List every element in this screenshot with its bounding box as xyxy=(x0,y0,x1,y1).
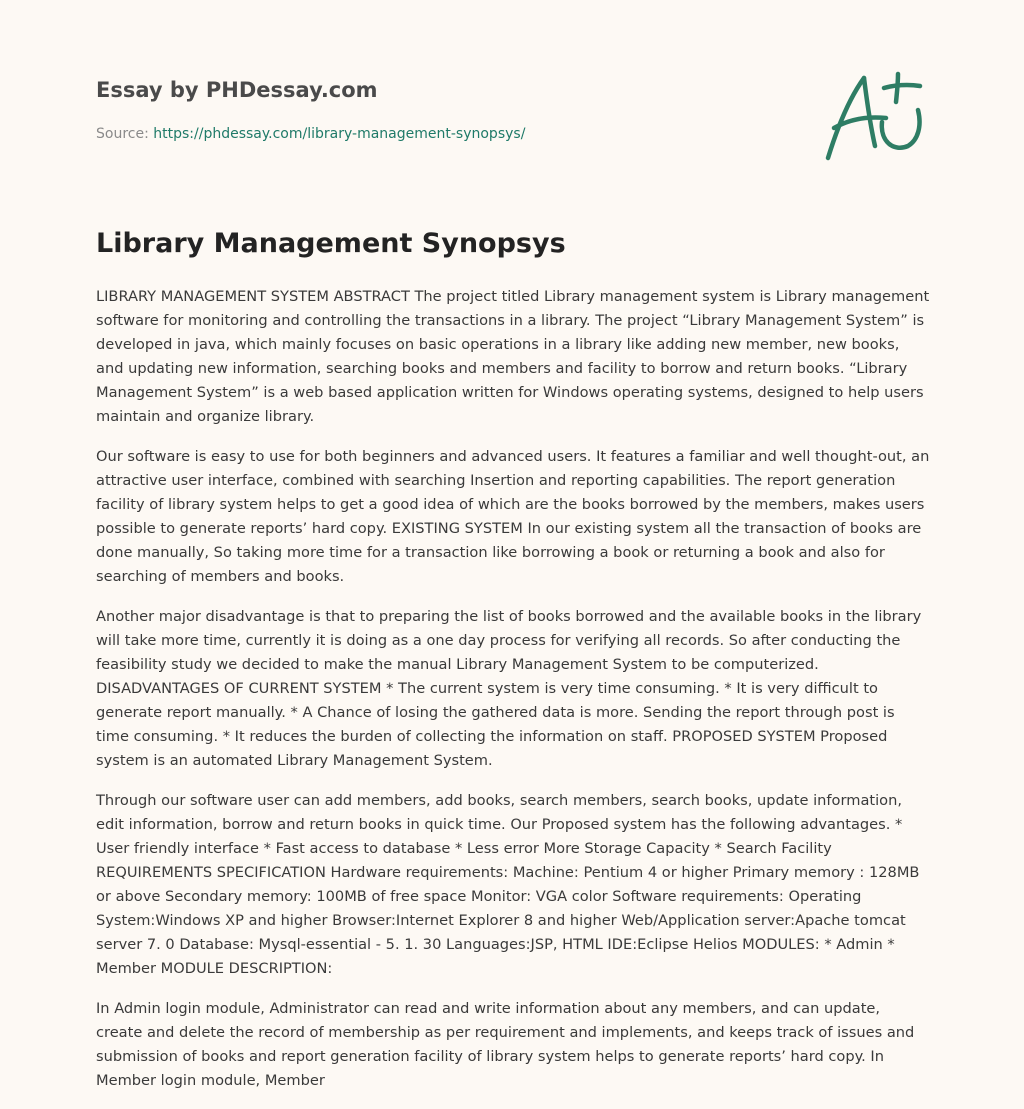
essay-paragraph: Our software is easy to use for both beginners and advanced users. It features a familiar and well thought-out, an attractive user interface, combined with searching Insertion and reporting capabilities. The report generation facility of library system helps to get a good idea of which are the books borrowed by the members, makes users possible to generate reports’ hard copy. EXISTING SYSTEM In our existing system all the transaction of books are done manually, So taking more time for a transaction like borrowing a book or returning a book and also for searching of members and books. xyxy=(96,448,930,585)
source-link[interactable]: https://phdessay.com/library-management-synopsys/ xyxy=(153,126,526,142)
page-header xyxy=(96,76,816,144)
essay-paragraph: LIBRARY MANAGEMENT SYSTEM ABSTRACT The project titled Library management system is Library management software for monitoring and controlling the transactions in a library. The project “Library Management System” is developed in java, which mainly focuses on basic operations in a library like adding new member, new books, and updating new information, searching books and members and facility to borrow and return books. “Library Management System” is a web based application written for Windows operating systems, designed to help users maintain and organize library. xyxy=(96,288,930,425)
essay-title: Library Management Synopsys xyxy=(96,228,566,259)
source-label: Source: xyxy=(96,126,149,142)
essay-paragraph: In Admin login module, Administrator can read and write information about any members, and can update, create and delete the record of membership as per requirement and implements, and keeps track of issues and submission of books and report generation facility of library system helps to generate reports’ hard copy. In Member login module, Member xyxy=(96,1000,915,1089)
site-brand: Essay by PHDessay.com xyxy=(96,78,378,102)
essay-body xyxy=(96,285,930,1109)
a-plus-logo-icon xyxy=(820,66,930,166)
essay-paragraph: Another major disadvantage is that to preparing the list of books borrowed and the available books in the library will take more time, currently it is doing as a one day process for verifying all records. So after conducting the feasibility study we decided to make the manual Library Management System to be computerized. DISADVANTAGES OF CURRENT SYSTEM * The current system is very time consuming. * It is very difficult to generate report manually. * A Chance of losing the gathered data is more. Sending the report through post is time consuming. * It reduces the burden of collecting the information on staff. PROPOSED SYSTEM Proposed system is an automated Library Management System. xyxy=(96,608,922,769)
essay-paragraph: Through our software user can add members, add books, search members, search books, update information, edit information, borrow and return books in quick time. Our Proposed system has the following advantages. * User friendly interface * Fast access to database * Less error More Storage Capacity * Search Facility REQUIREMENTS SPECIFICATION Hardware requirements: Machine: Pentium 4 or higher Primary memory : 128MB or above Secondary memory: 100MB of free space Monitor: VGA color Software requirements: Operating System:Windows XP and higher Browser:Internet Explorer 8 and higher Web/Application server:Apache tomcat server 7. 0 Database: Mysql-essential - 5. 1. 30 Languages:JSP, HTML IDE:Eclipse Helios MODULES: * Admin * Member MODULE DESCRIPTION: xyxy=(96,792,920,977)
source-line xyxy=(96,124,816,144)
